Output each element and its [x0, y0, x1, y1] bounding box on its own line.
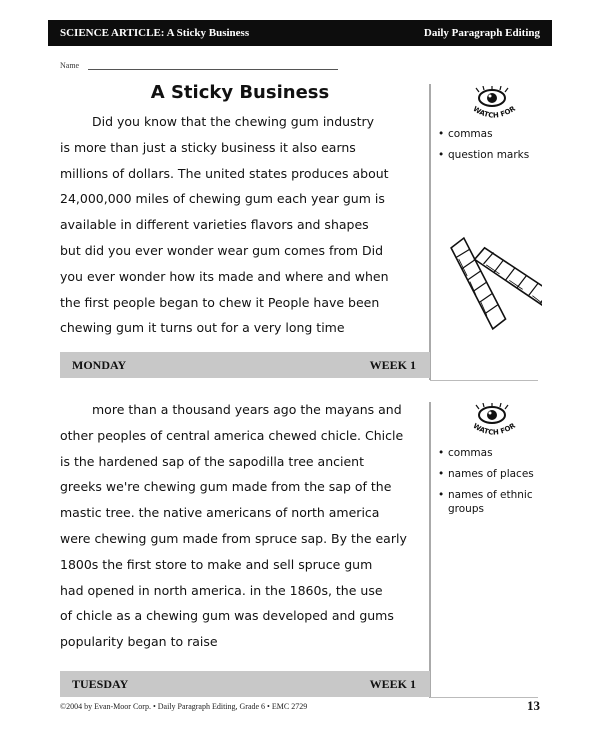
text-line: mastic tree. the native americans of north america	[60, 505, 380, 521]
text-line: 24,000,000 miles of chewing gum each year gum is	[60, 191, 385, 207]
text-line: you ever wonder how its made and where and when	[60, 268, 389, 284]
day-label: TUESDAY	[72, 677, 129, 691]
text-line: other peoples of central america chewed chicle. Chicle	[60, 427, 404, 443]
header-bar	[48, 20, 552, 46]
page-number: 13	[527, 698, 540, 713]
article-title: A Sticky Business	[150, 82, 330, 103]
monday-day-bar	[60, 352, 430, 378]
tip-item: • commas	[438, 447, 493, 459]
text-line: had opened in north america. in the 1860s, the use	[60, 582, 383, 598]
text-line: 1800s the first store to make and sell spruce gum	[60, 556, 373, 572]
watch-for-label: WATCH FOR	[471, 104, 517, 120]
footer-copyright: ©2004 by Evan-Moor Corp. • Daily Paragraph Editing, Grade 6 • EMC 2729	[60, 702, 308, 711]
bullet: •	[438, 149, 445, 161]
text-line: is the hardened sap of the sapodilla tree ancient	[60, 453, 364, 469]
tip-item: • question marks	[438, 149, 530, 161]
week-label: WEEK 1	[369, 358, 416, 372]
text-line: popularity began to raise	[60, 634, 218, 650]
tip-item: • commas	[438, 128, 493, 140]
bullet: •	[438, 468, 445, 480]
bullet: •	[438, 489, 445, 501]
text-line: chewing gum it turns out for a very long time	[60, 320, 345, 336]
watch-for-eye-icon	[462, 86, 522, 126]
monday-paragraph	[60, 109, 430, 341]
text-line: greeks we're chewing gum made from the sap of the	[60, 479, 392, 495]
text-line: millions of dollars. The united states produces about	[60, 165, 389, 181]
watch-for-eye-icon	[462, 403, 522, 443]
header-book-title: Daily Paragraph Editing	[423, 27, 540, 39]
text-line: the first people began to chew it People have been	[60, 294, 380, 310]
gum-sticks-illustration	[432, 236, 542, 346]
tuesday-paragraph	[60, 397, 430, 655]
watch-for-label: WATCH FOR	[471, 421, 517, 437]
text-line: but did you ever wonder wear gum comes from Did	[60, 242, 384, 258]
rule-top-right	[430, 380, 538, 381]
rule-bottom-right	[430, 697, 538, 698]
name-line	[88, 69, 338, 70]
text-line: is more than just a sticky business it also earns	[60, 139, 356, 155]
text-line: of chicle as a chewing gum was developed and gums	[60, 608, 394, 624]
monday-tips	[438, 127, 548, 169]
text-line: available in different varieties flavors and shapes	[60, 217, 369, 233]
tip-item: • names of places	[438, 468, 534, 480]
week-label: WEEK 1	[369, 677, 416, 691]
text-line: more than a thousand years ago the mayans and	[92, 402, 402, 417]
tuesday-tips	[438, 446, 548, 523]
name-label: Name	[60, 61, 80, 70]
bullet: •	[438, 128, 445, 140]
text-line: were chewing gum made from spruce sap. By the early	[60, 530, 407, 546]
tuesday-day-bar	[60, 671, 430, 697]
header-title: SCIENCE ARTICLE: A Sticky Business	[60, 27, 250, 39]
text-line: Did you know that the chewing gum industry	[92, 114, 375, 129]
bullet: •	[438, 447, 445, 459]
tip-item: • names of ethnic groups	[438, 489, 533, 515]
day-label: MONDAY	[72, 358, 127, 372]
